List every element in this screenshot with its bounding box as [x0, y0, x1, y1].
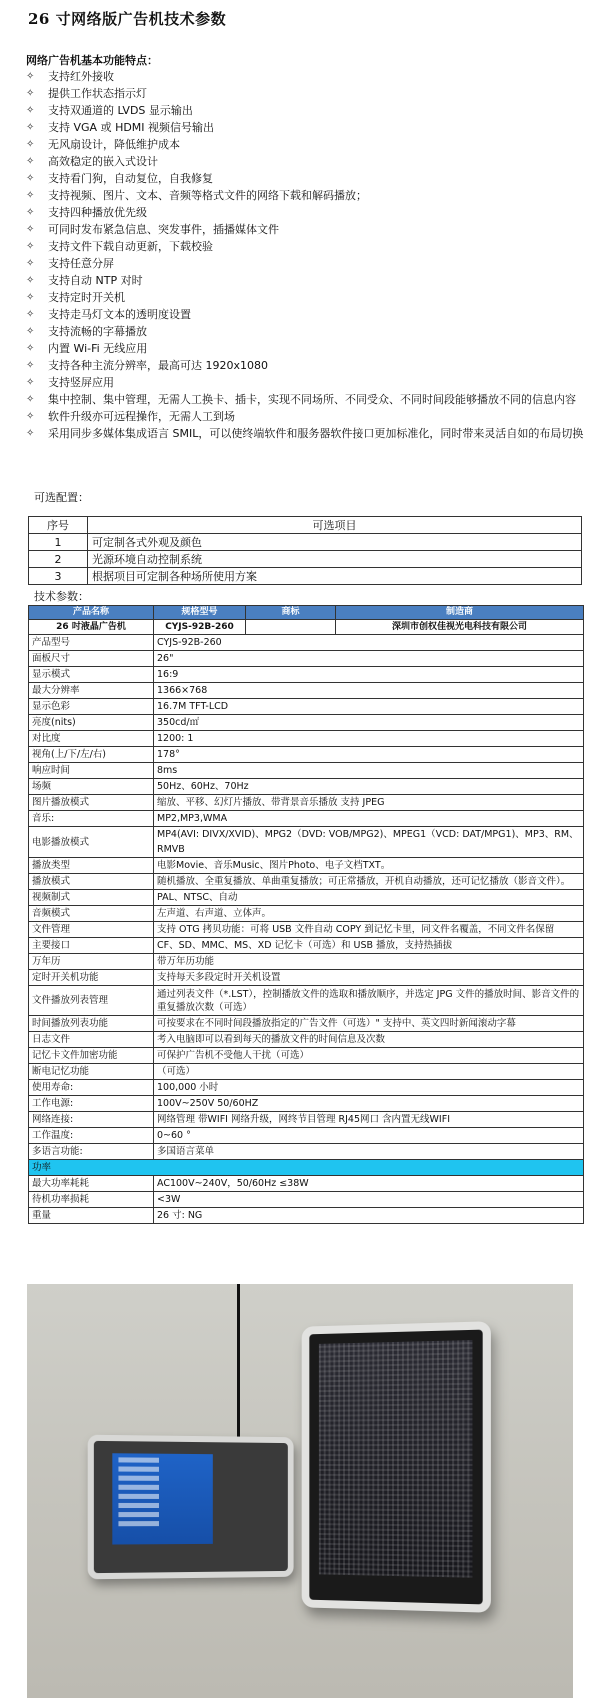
spec-key-cell: 使用寿命: [29, 1080, 154, 1096]
diamond-bullet-icon: ✧ [26, 173, 35, 184]
feature-text: 支持流畅的字幕播放 [48, 325, 147, 338]
portrait-screen [319, 1340, 473, 1578]
spec-row [29, 938, 584, 954]
power-cable [237, 1284, 240, 1444]
spec-value-cell: 50Hz、60Hz、70Hz [154, 779, 584, 795]
feature-item [26, 290, 586, 307]
feature-text: 支持定时开关机 [48, 291, 125, 304]
spec-product-model: CYJS-92B-260 [154, 620, 246, 635]
feature-text: 软件升级亦可远程操作，无需人工到场 [48, 410, 235, 423]
spec-key-cell: 定时开关机功能 [29, 970, 154, 986]
spec-value-cell: 1200: 1 [154, 731, 584, 747]
feature-item [26, 205, 586, 222]
diamond-bullet-icon: ✧ [26, 394, 35, 405]
spec-header-brand: 商标 [246, 606, 336, 620]
spec-value-cell: 支持每天多段定时开关机设置 [154, 970, 584, 986]
feature-item [26, 120, 586, 137]
spec-value-cell: 100V~250V 50/60HZ [154, 1096, 584, 1112]
feature-item [26, 69, 586, 86]
diamond-bullet-icon: ✧ [26, 343, 35, 354]
spec-header-product-name: 产品名称 [29, 606, 154, 620]
optional-item-cell: 可定制各式外观及颜色 [88, 534, 582, 551]
spec-value-cell: 26 寸: NG [154, 1208, 584, 1224]
feature-text: 支持红外接收 [48, 70, 114, 83]
spec-row [29, 1064, 584, 1080]
spec-value-cell: <3W [154, 1192, 584, 1208]
spec-row [29, 970, 584, 986]
diamond-bullet-icon: ✧ [26, 156, 35, 167]
spec-row [29, 1048, 584, 1064]
diamond-bullet-icon: ✧ [26, 122, 35, 133]
optional-table-row [29, 534, 582, 551]
feature-text: 支持任意分屏 [48, 257, 114, 270]
feature-item [26, 392, 586, 409]
spec-row [29, 1176, 584, 1192]
optional-config-label: 可选配置： [34, 491, 89, 504]
spec-row [29, 715, 584, 731]
spec-row [29, 858, 584, 874]
spec-key-cell: 断电记忆功能 [29, 1064, 154, 1080]
spec-key-cell: 重量 [29, 1208, 154, 1224]
power-section-label: 功率 [29, 1160, 584, 1176]
optional-item-cell: 光源环境自动控制系统 [88, 551, 582, 568]
column-header-item: 可选项目 [88, 517, 582, 534]
feature-text: 支持看门狗，自动复位，自我修复 [48, 172, 213, 185]
spec-key-cell: 工作电源: [29, 1096, 154, 1112]
spec-value-cell: 100,000 小时 [154, 1080, 584, 1096]
spec-row [29, 827, 584, 858]
features-heading: 网络广告机基本功能特点： [26, 54, 158, 67]
portrait-display [302, 1321, 491, 1613]
feature-text: 无风扇设计，降低维护成本 [48, 138, 180, 151]
spec-row [29, 1112, 584, 1128]
spec-key-cell: 播放模式 [29, 874, 154, 890]
optional-config-table [28, 516, 582, 585]
spec-header-manufacturer: 制造商 [336, 606, 584, 620]
power-section-row [29, 1160, 584, 1176]
feature-item [26, 86, 586, 103]
spec-key-cell: 视角(上/下/左/右) [29, 747, 154, 763]
optional-index-cell: 3 [29, 568, 88, 585]
spec-value-cell: 0~60 ° [154, 1128, 584, 1144]
landscape-display [88, 1435, 294, 1580]
spec-value-cell: PAL、NTSC、自动 [154, 890, 584, 906]
spec-value-cell: CF、SD、MMC、MS、XD 记忆卡（可选）和 USB 播放，支持热插拔 [154, 938, 584, 954]
landscape-screen-menu [112, 1453, 212, 1544]
spec-row [29, 1032, 584, 1048]
spec-value-cell: 178° [154, 747, 584, 763]
feature-item [26, 324, 586, 341]
spec-row [29, 667, 584, 683]
feature-item [26, 137, 586, 154]
spec-table [28, 605, 584, 1224]
spec-row [29, 1208, 584, 1224]
spec-key-cell: 主要接口 [29, 938, 154, 954]
spec-value-cell: 缩放、平移、幻灯片播放、带背景音乐播放 支持 JPEG [154, 795, 584, 811]
spec-row [29, 779, 584, 795]
diamond-bullet-icon: ✧ [26, 241, 35, 252]
spec-key-cell: 待机功率损耗 [29, 1192, 154, 1208]
feature-item [26, 154, 586, 171]
spec-row [29, 747, 584, 763]
spec-row [29, 795, 584, 811]
spec-key-cell: 显示色彩 [29, 699, 154, 715]
spec-row [29, 986, 584, 1016]
feature-text: 高效稳定的嵌入式设计 [48, 155, 158, 168]
spec-row [29, 874, 584, 890]
feature-text: 支持竖屏应用 [48, 376, 114, 389]
spec-row [29, 1192, 584, 1208]
spec-row [29, 699, 584, 715]
spec-value-cell: 支持 OTG 拷贝功能：可将 USB 文件自动 COPY 到记忆卡里，同文件名覆盖，不同文件名保留 [154, 922, 584, 938]
feature-text: 集中控制、集中管理，无需人工换卡、插卡，实现不同场所、不同受众、不同时间段能够播放不同的信息内容 [48, 393, 576, 406]
optional-index-cell: 1 [29, 534, 88, 551]
diamond-bullet-icon: ✧ [26, 292, 35, 303]
feature-item [26, 239, 586, 256]
diamond-bullet-icon: ✧ [26, 258, 35, 269]
spec-value-cell: 随机播放、全重复播放、单曲重复播放；可正常播放，开机自动播放，还可记忆播放（影音文件）。 [154, 874, 584, 890]
spec-key-cell: 面板尺寸 [29, 651, 154, 667]
feature-text: 可同时发布紧急信息、突发事件，插播媒体文件 [48, 223, 279, 236]
diamond-bullet-icon: ✧ [26, 411, 35, 422]
feature-item [26, 341, 586, 358]
spec-value-cell: 带万年历功能 [154, 954, 584, 970]
feature-item [26, 273, 586, 290]
spec-value-cell: 通过列表文件（*.LST），控制播放文件的选取和播放顺序，并选定 JPG 文件的播放时间、影音文件的重复播放次数（可选） [154, 986, 584, 1016]
spec-key-cell: 文件播放列表管理 [29, 986, 154, 1016]
features-list [26, 69, 586, 443]
feature-text: 支持走马灯文本的透明度设置 [48, 308, 191, 321]
feature-item [26, 103, 586, 120]
spec-value-cell: AC100V~240V，50/60Hz ≤38W [154, 1176, 584, 1192]
feature-item [26, 375, 586, 392]
spec-key-cell: 视频制式 [29, 890, 154, 906]
feature-text: 支持四种播放优先级 [48, 206, 147, 219]
spec-row [29, 1096, 584, 1112]
spec-value-cell: MP4(AVI: DIVX/XVID)、MPG2（DVD: VOB/MPG2)、MPEG1（VCD: DAT/MPG1)、MP3、RM、RMVB [154, 827, 584, 858]
spec-value-cell: 350cd/㎡ [154, 715, 584, 731]
spec-row [29, 890, 584, 906]
spec-row [29, 683, 584, 699]
spec-key-cell: 文件管理 [29, 922, 154, 938]
diamond-bullet-icon: ✧ [26, 71, 35, 82]
diamond-bullet-icon: ✧ [26, 275, 35, 286]
spec-label: 技术参数： [34, 590, 89, 603]
spec-key-cell: 万年历 [29, 954, 154, 970]
spec-key-cell: 显示模式 [29, 667, 154, 683]
feature-item [26, 307, 586, 324]
spec-value-cell: 16:9 [154, 667, 584, 683]
page-title: 26 寸网络版广告机技术参数 [28, 10, 227, 28]
feature-item [26, 171, 586, 188]
optional-index-cell: 2 [29, 551, 88, 568]
spec-key-cell: 时间播放列表功能 [29, 1016, 154, 1032]
diamond-bullet-icon: ✧ [26, 309, 35, 320]
spec-value-cell: 16.7M TFT-LCD [154, 699, 584, 715]
diamond-bullet-icon: ✧ [26, 377, 35, 388]
spec-row [29, 811, 584, 827]
optional-table-header-row [29, 517, 582, 534]
feature-text: 内置 Wi-Fi 无线应用 [48, 342, 148, 355]
spec-product-row [29, 620, 584, 635]
diamond-bullet-icon: ✧ [26, 207, 35, 218]
diamond-bullet-icon: ✧ [26, 105, 35, 116]
spec-key-cell: 响应时间 [29, 763, 154, 779]
spec-key-cell: 记忆卡文件加密功能 [29, 1048, 154, 1064]
diamond-bullet-icon: ✧ [26, 139, 35, 150]
spec-key-cell: 日志文件 [29, 1032, 154, 1048]
spec-value-cell: CYJS-92B-260 [154, 635, 584, 651]
spec-key-cell: 场频 [29, 779, 154, 795]
feature-text: 支持双通道的 LVDS 显示输出 [48, 104, 193, 117]
spec-product-manufacturer: 深圳市创权佳视光电科技有限公司 [336, 620, 584, 635]
spec-key-cell: 图片播放模式 [29, 795, 154, 811]
spec-value-cell: 电影Movie、音乐Music、图片Photo、电子文档TXT。 [154, 858, 584, 874]
feature-item [26, 426, 586, 443]
feature-item [26, 409, 586, 426]
diamond-bullet-icon: ✧ [26, 326, 35, 337]
spec-header-model: 规格型号 [154, 606, 246, 620]
spec-value-cell: 1366×768 [154, 683, 584, 699]
spec-product-brand [246, 620, 336, 635]
spec-key-cell: 对比度 [29, 731, 154, 747]
diamond-bullet-icon: ✧ [26, 360, 35, 371]
spec-value-cell: MP2,MP3,WMA [154, 811, 584, 827]
diamond-bullet-icon: ✧ [26, 190, 35, 201]
spec-key-cell: 音频模式 [29, 906, 154, 922]
spec-key-cell: 最大功率耗耗 [29, 1176, 154, 1192]
spec-key-cell: 工作温度: [29, 1128, 154, 1144]
column-header-index: 序号 [29, 517, 88, 534]
diamond-bullet-icon: ✧ [26, 428, 35, 439]
feature-text: 支持文件下载自动更新，下载校验 [48, 240, 213, 253]
spec-row [29, 651, 584, 667]
spec-value-cell: 26" [154, 651, 584, 667]
spec-row [29, 954, 584, 970]
spec-value-cell: 8ms [154, 763, 584, 779]
feature-text: 支持自动 NTP 对时 [48, 274, 143, 287]
spec-value-cell: 可保护广告机不受他人干扰（可选） [154, 1048, 584, 1064]
feature-item [26, 222, 586, 239]
spec-value-cell: 左声道、右声道、立体声。 [154, 906, 584, 922]
feature-item [26, 358, 586, 375]
optional-table-row [29, 568, 582, 585]
spec-key-cell: 产品型号 [29, 635, 154, 651]
optional-table-row [29, 551, 582, 568]
spec-row [29, 922, 584, 938]
spec-key-cell: 多语言功能: [29, 1144, 154, 1160]
spec-value-cell: 考入电脑即可以看到每天的播放文件的时间信息及次数 [154, 1032, 584, 1048]
feature-text: 采用同步多媒体集成语言 SMIL，可以使终端软件和服务器软件接口更加标准化，同时带来灵活自如的布局切换 [48, 427, 584, 440]
spec-value-cell: 可按要求在不同时间段播放指定的广告文件（可选）" 支持中、英文四时新闻滚动字幕 [154, 1016, 584, 1032]
spec-row [29, 763, 584, 779]
spec-product-name: 26 吋液晶广告机 [29, 620, 154, 635]
spec-value-cell: 多国语言菜单 [154, 1144, 584, 1160]
spec-row [29, 635, 584, 651]
feature-text: 支持 VGA 或 HDMI 视频信号输出 [48, 121, 215, 134]
feature-item [26, 188, 586, 205]
spec-value-cell: （可选） [154, 1064, 584, 1080]
spec-row [29, 1144, 584, 1160]
spec-key-cell: 音乐: [29, 811, 154, 827]
spec-key-cell: 播放类型 [29, 858, 154, 874]
feature-text: 支持各种主流分辨率，最高可达 1920x1080 [48, 359, 268, 372]
spec-key-cell: 网络连接: [29, 1112, 154, 1128]
diamond-bullet-icon: ✧ [26, 88, 35, 99]
spec-key-cell: 亮度(nits) [29, 715, 154, 731]
optional-item-cell: 根据项目可定制各种场所使用方案 [88, 568, 582, 585]
feature-text: 支持视频、图片、文本、音频等格式文件的网络下载和解码播放； [48, 189, 367, 202]
spec-key-cell: 最大分辨率 [29, 683, 154, 699]
spec-header-row [29, 606, 584, 620]
spec-value-cell: 网络管理 带WIFI 网络升级，网终节目管理 RJ45网口 含内置无线WIFI [154, 1112, 584, 1128]
diamond-bullet-icon: ✧ [26, 224, 35, 235]
spec-row [29, 1080, 584, 1096]
spec-row [29, 1128, 584, 1144]
spec-key-cell: 电影播放模式 [29, 827, 154, 858]
feature-item [26, 256, 586, 273]
spec-row [29, 731, 584, 747]
product-photo [27, 1284, 573, 1698]
feature-text: 提供工作状态指示灯 [48, 87, 147, 100]
spec-row [29, 906, 584, 922]
spec-row [29, 1016, 584, 1032]
